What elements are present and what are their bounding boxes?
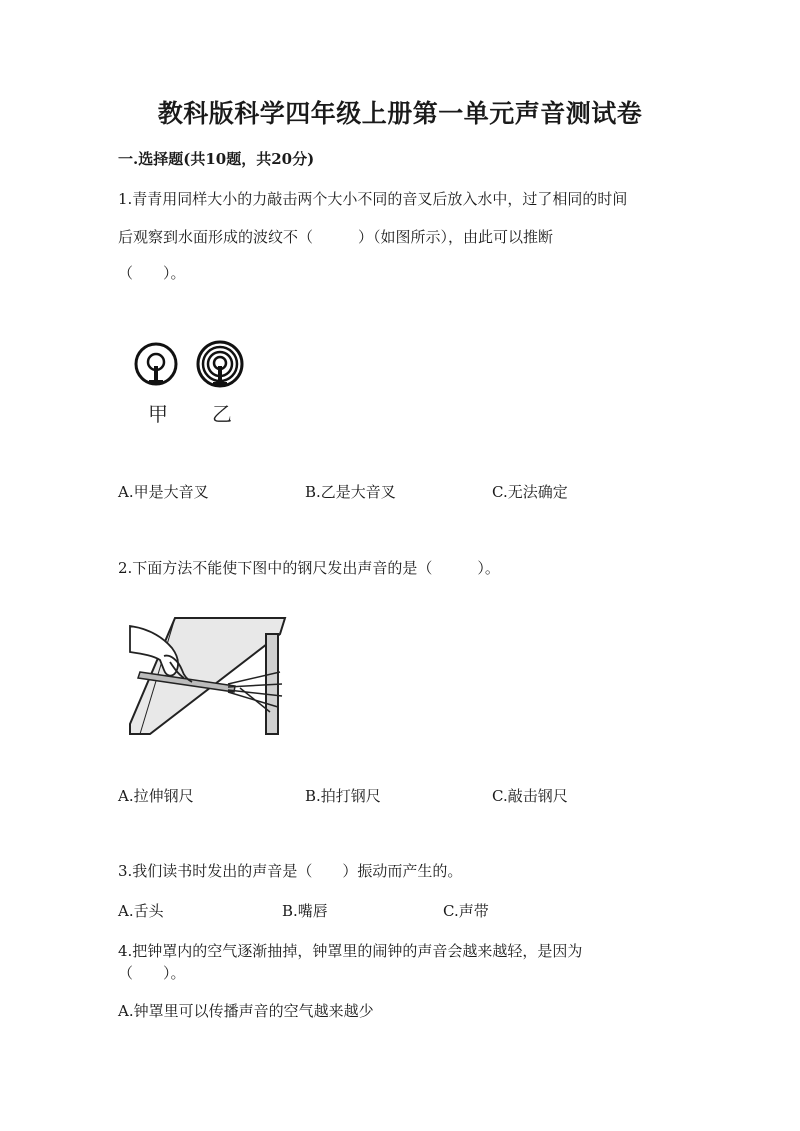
question-4-line-1: 4.把钟罩内的空气逐渐抽掉，钟罩里的闹钟的声音会越来越轻，是因为	[118, 942, 583, 960]
question-1-line-1: 1.青青用同样大小的力敲击两个大小不同的音叉后放入水中，过了相同的时间	[118, 190, 628, 208]
page-title: 教科版科学四年级上册第一单元声音测试卷	[157, 99, 643, 128]
figure-label-yi: 乙	[212, 402, 232, 426]
section-heading: 一.选择题(共10题，共20分)	[118, 150, 315, 168]
ripple-jia-icon	[136, 344, 176, 384]
question-1-option-b[interactable]: B.乙是大音叉	[305, 483, 396, 501]
question-1-line-2: 后观察到水面形成的波纹不（ ）（如图所示），由此可以推断	[118, 228, 554, 246]
tuning-fork-ripples-figure	[128, 336, 258, 426]
figure-label-jia: 甲	[148, 402, 168, 426]
ripple-yi-icon	[198, 342, 242, 386]
question-1-option-c[interactable]: C.无法确定	[492, 483, 568, 501]
question-1-line-3: （ ）。	[118, 264, 186, 282]
question-3-option-b[interactable]: B.嘴唇	[282, 902, 328, 920]
question-4-option-a[interactable]: A.钟罩里可以传播声音的空气越来越少	[118, 1002, 374, 1020]
question-4-line-2: （ ）。	[118, 964, 186, 982]
question-2-option-c[interactable]: C.敲击钢尺	[492, 787, 568, 805]
question-2-option-b[interactable]: B.拍打钢尺	[305, 787, 381, 805]
question-2-line-1: 2.下面方法不能使下图中的钢尺发出声音的是（ ）。	[118, 559, 500, 577]
question-1-option-a[interactable]: A.甲是大音叉	[118, 483, 209, 501]
steel-ruler-table-figure	[130, 612, 290, 737]
question-3-line-1: 3.我们读书时发出的声音是（ ）振动而产生的。	[118, 862, 463, 880]
question-2-option-a[interactable]: A.拉伸钢尺	[118, 787, 194, 805]
question-3-option-a[interactable]: A.舌头	[118, 902, 164, 920]
question-3-option-c[interactable]: C.声带	[443, 902, 489, 920]
